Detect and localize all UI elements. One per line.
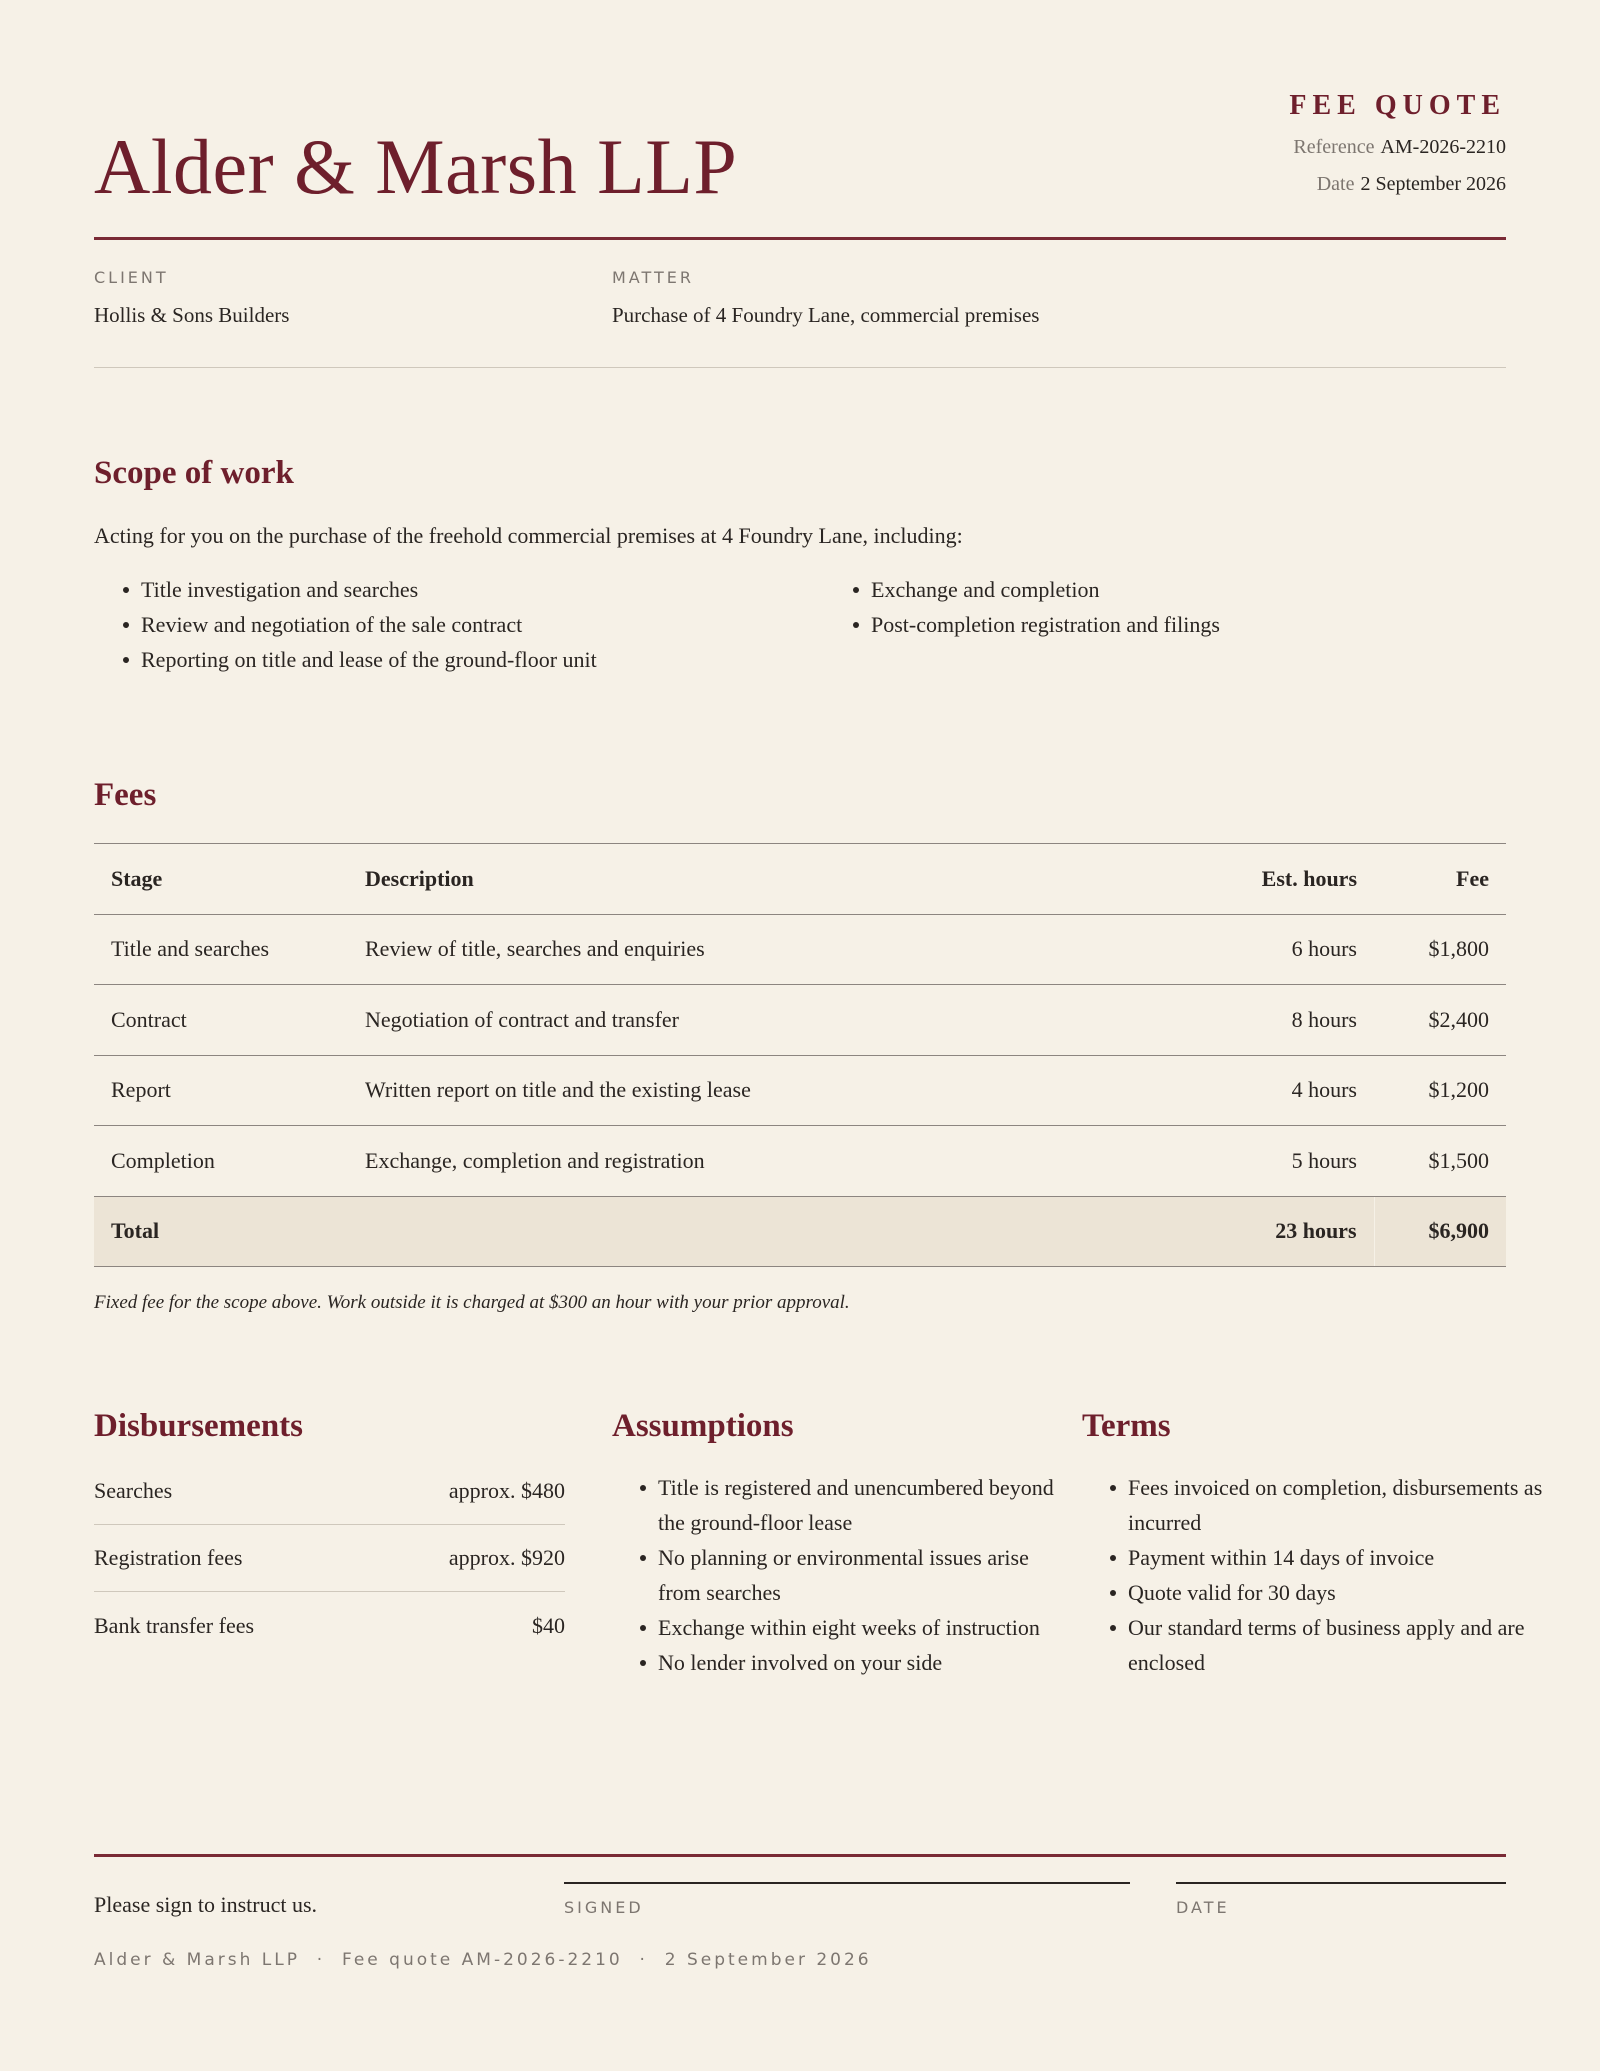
sign-instruction: Please sign to instruct us. [94, 1892, 318, 1917]
client-block [94, 268, 289, 328]
quote-meta [1289, 90, 1506, 196]
header-rule [94, 237, 1506, 240]
description-cell: Written report on title and the existing lease [348, 1055, 962, 1126]
terms-heading: Terms [1082, 1408, 1171, 1444]
description-cell: Review of title, searches and enquiries [348, 914, 962, 985]
disbursement-label: Bank transfer fees [94, 1612, 255, 1638]
table-row [94, 1126, 1506, 1197]
fee-cell: $1,500 [1374, 1126, 1506, 1197]
scope-list-left [119, 572, 819, 677]
table-header-row [94, 844, 1506, 915]
col-hours: Est. hours [962, 844, 1374, 915]
date-value: 2 September 2026 [1360, 173, 1506, 195]
fee-quote-document [94, 0, 1543, 2071]
list-item: Quote valid for 30 days [1106, 1575, 1546, 1610]
list-item: Review and negotiation of the sale contract [119, 607, 819, 642]
stage-cell: Title and searches [94, 914, 348, 985]
doc-title: FEE QUOTE [1289, 90, 1506, 121]
list-item: Post-completion registration and filings [849, 607, 1499, 642]
footer-rule [94, 1854, 1506, 1857]
total-row [94, 1196, 1506, 1267]
fee-cell: $1,200 [1374, 1055, 1506, 1126]
table-row [94, 914, 1506, 985]
list-item: Title investigation and searches [119, 572, 819, 607]
list-item: Exchange within eight weeks of instruction [636, 1610, 1076, 1645]
reference-value: AM-2026-2210 [1380, 136, 1506, 158]
firm-name: Alder & Marsh LLP [94, 123, 738, 210]
scope-list-right [849, 572, 1499, 642]
terms-list [1106, 1470, 1546, 1680]
total-fee: $6,900 [1374, 1196, 1506, 1267]
list-item [94, 1592, 565, 1659]
reference-line [1289, 136, 1506, 159]
stage-cell: Report [94, 1055, 348, 1126]
hours-cell: 8 hours [962, 985, 1374, 1056]
reference-label: Reference [1293, 136, 1375, 158]
disbursement-amount: approx. $480 [448, 1478, 565, 1503]
stage-cell: Contract [94, 985, 348, 1056]
table-row [94, 1055, 1506, 1126]
list-item: Exchange and completion [849, 572, 1499, 607]
assumptions-heading: Assumptions [612, 1408, 794, 1444]
list-item: No lender involved on your side [636, 1645, 1076, 1680]
fees-table [94, 843, 1506, 1267]
assumptions-list [636, 1470, 1076, 1680]
list-item: Our standard terms of business apply and are enclosed [1106, 1610, 1546, 1680]
disbursement-amount: approx. $920 [448, 1545, 565, 1570]
matter-value: Purchase of 4 Foundry Lane, commercial premises [612, 303, 1040, 327]
date-sign-label: DATE [1176, 1898, 1230, 1917]
list-item [94, 1525, 565, 1592]
col-fee: Fee [1374, 844, 1506, 915]
disbursements-heading: Disbursements [94, 1408, 304, 1444]
total-label: Total [94, 1196, 348, 1267]
hours-cell: 6 hours [962, 914, 1374, 985]
description-cell: Exchange, completion and registration [348, 1126, 962, 1197]
list-item [94, 1458, 565, 1525]
list-item: Fees invoiced on completion, disbursements as incurred [1106, 1470, 1546, 1540]
matter-block [612, 268, 1039, 328]
disbursement-label: Registration fees [94, 1545, 243, 1570]
matter-label: MATTER [612, 268, 694, 287]
date-label: Date [1316, 173, 1355, 195]
stage-cell: Completion [94, 1126, 348, 1197]
col-stage: Stage [94, 844, 348, 915]
scope-intro: Acting for you on the purchase of the freehold commercial premises at 4 Foundry Lane, including: [94, 523, 963, 548]
disbursements-list [94, 1458, 565, 1659]
signed-label: SIGNED [564, 1898, 644, 1917]
fee-cell: $2,400 [1374, 985, 1506, 1056]
date-signature-line[interactable] [1176, 1882, 1506, 1884]
scope-heading: Scope of work [94, 455, 294, 491]
list-item: Title is registered and unencumbered beyond the ground-floor lease [636, 1470, 1076, 1540]
fee-cell: $1,800 [1374, 914, 1506, 985]
list-item: No planning or environmental issues arise from searches [636, 1540, 1076, 1610]
table-row [94, 985, 1506, 1056]
hours-cell: 5 hours [962, 1126, 1374, 1197]
description-cell: Negotiation of contract and transfer [348, 985, 962, 1056]
signature-line[interactable] [564, 1882, 1130, 1884]
disbursement-label: Searches [94, 1478, 173, 1503]
list-item: Reporting on title and lease of the ground-floor unit [119, 642, 819, 677]
client-label: CLIENT [94, 268, 169, 287]
client-value: Hollis & Sons Builders [94, 303, 290, 327]
col-description: Description [348, 844, 962, 915]
parties-divider [94, 367, 1506, 368]
hours-cell: 4 hours [962, 1055, 1374, 1126]
footer-meta: Alder & Marsh LLP · Fee quote AM-2026-2210 · 2 September 2026 [94, 1950, 872, 1970]
list-item: Payment within 14 days of invoice [1106, 1540, 1546, 1575]
total-empty [348, 1196, 962, 1267]
date-line [1289, 173, 1506, 196]
disbursement-amount: $40 [532, 1612, 565, 1638]
fees-heading: Fees [94, 777, 157, 813]
fees-note: Fixed fee for the scope above. Work outside it is charged at $300 an hour with your prior approval. [94, 1292, 850, 1313]
total-hours: 23 hours [962, 1196, 1374, 1267]
